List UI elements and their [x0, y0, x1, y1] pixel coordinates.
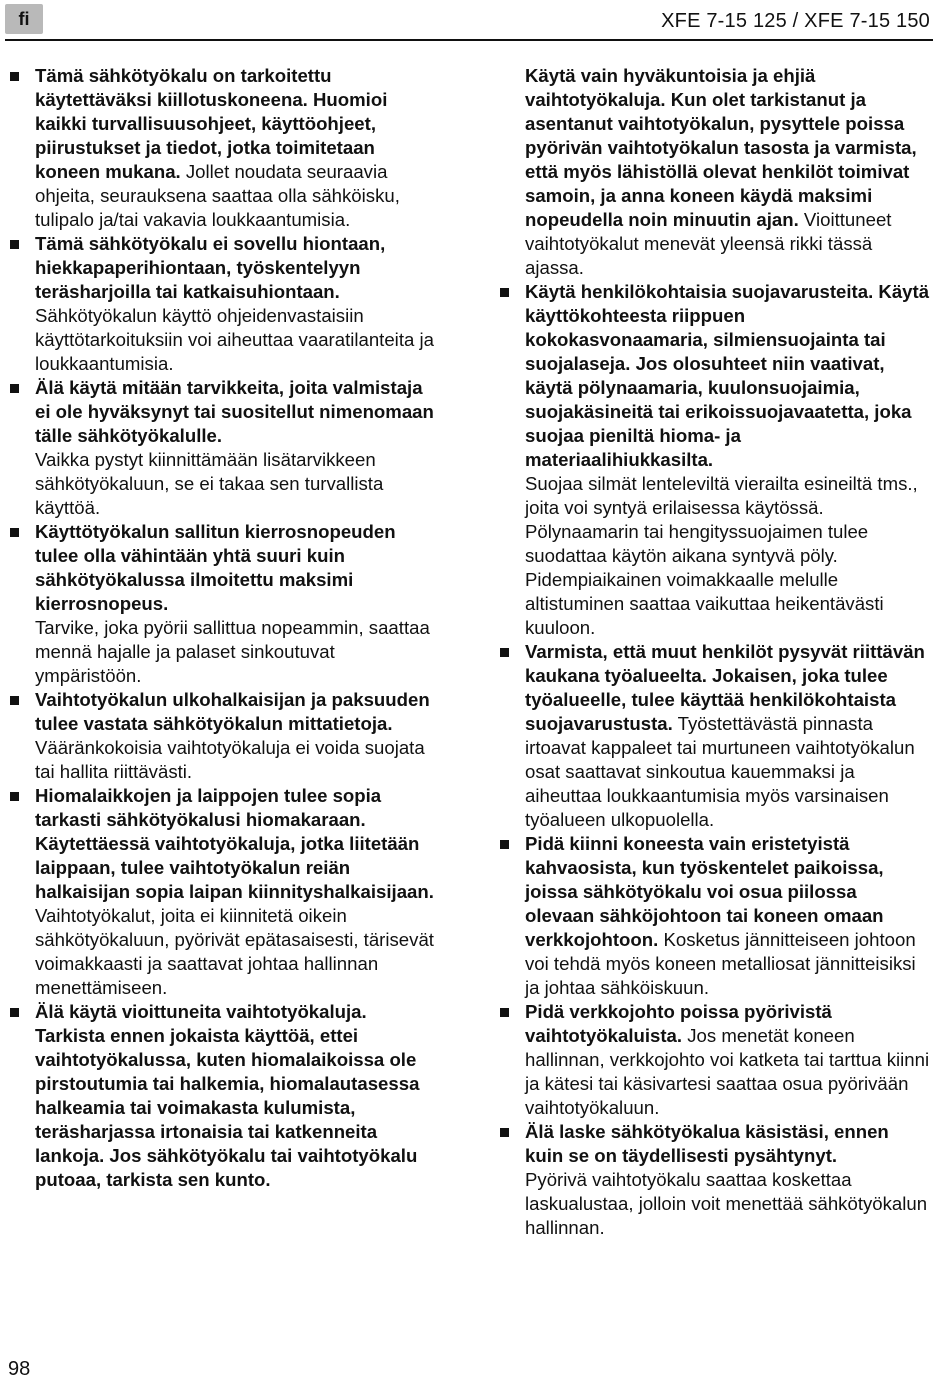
bullet-square-icon	[10, 528, 19, 537]
safety-item-bold: Älä käytä vioittuneita vaihtotyökaluja. Tarkista ennen jokaista käyttöä, ettei vaihtotyökalussa, kuten hiomalaikoissa ole pirstoutumia tai halkemia, hiomalautasessa halkeamia tai voimakasta kulumista, teräsharjassa irtonaisia tai katkenneita lankoja. Jos sähkötyökalu tai vaihtotyökalu putoaa, tarkista sen kunto.	[35, 1001, 420, 1190]
header-divider	[5, 39, 933, 41]
safety-item	[8, 688, 440, 784]
bullet-square-icon	[10, 696, 19, 705]
safety-item-bold: Vaihtotyökalun ulkohalkaisijan ja paksuuden tulee vastata sähkötyökalun mittatietoja.	[35, 689, 430, 734]
bullet-square-icon	[500, 648, 509, 657]
document-title: XFE 7-15 125 / XFE 7-15 150	[661, 10, 930, 32]
safety-item	[498, 1120, 930, 1240]
safety-item-bold: Älä käytä mitään tarvikkeita, joita valmistaja ei ole hyväksynyt tai suositellut nimenomaan tälle sähkötyökalulle.	[35, 377, 434, 446]
safety-item-bold: Hiomalaikkojen ja laippojen tulee sopia tarkasti sähkötyökalusi hiomakaraan. Käytettäessä vaihtotyökaluja, jotka liitetään laippaan, tulee vaihtotyökalun reiän halkaisijan sopia laipan kiinnityshalkaisijaan.	[35, 785, 434, 902]
left-column	[8, 64, 440, 1192]
safety-item-text: Jollet noudata seuraavia ohjeita, seurauksena saattaa olla sähköisku, tulipalo ja/tai vakavia loukkaantumisia.	[35, 161, 400, 230]
safety-item-bold: Käytä henkilökohtaisia suojavarusteita. Käytä käyttökohteesta riippuen kokokasvonaamaria, silmiensuojainta tai suojalaseja. Jos olosuhteet niin vaativat, käytä pölynaamaria, kuulonsuojaimia, suojakäsineitä tai erikoissuojavaatetta, joka suojaa pieniltä hioma- ja materiaalihiukkasilta.	[525, 281, 930, 470]
safety-item-text: Tarvike, joka pyörii sallittua nopeammin, saattaa mennä hajalle ja palaset sinkoutuvat ympäristöön.	[35, 617, 430, 686]
safety-item-continued	[498, 64, 930, 280]
safety-item	[498, 280, 930, 640]
safety-item-bold: Tämä sähkötyökalu on tarkoitettu käytettäväksi kiillotuskoneena. Huomioi kaikki turvallisuusohjeet, käyttöohjeet, piirustukset ja tiedot, jotka toimitetaan koneen mukana.	[35, 65, 388, 182]
right-column	[498, 64, 930, 1240]
safety-item-bold: Älä laske sähkötyökalua käsistäsi, ennen kuin se on täydellisesti pysähtynyt.	[525, 1121, 889, 1166]
safety-item	[498, 1000, 930, 1120]
safety-item-text: Vioittuneet vaihtotyökalut menevät yleensä rikki tässä ajassa.	[525, 209, 892, 278]
bullet-square-icon	[500, 1008, 509, 1017]
bullet-square-icon	[10, 792, 19, 801]
safety-item-bold: Käytä vain hyväkuntoisia ja ehjiä vaihtotyökaluja. Kun olet tarkistanut ja asentanut vaihtotyökalun, pysyttele poissa pyörivän vaihtotyökalun tasosta ja varmista, että myös lähistöllä olevat henkilöt toimivat samoin, ja anna koneen käydä maksimi nopeudella noin minuutin ajan.	[525, 65, 917, 230]
bullet-square-icon	[500, 1128, 509, 1137]
bullet-square-icon	[10, 72, 19, 81]
safety-item-bold: Pidä verkkojohto poissa pyörivistä vaihtotyökaluista.	[525, 1001, 832, 1046]
safety-item	[8, 520, 440, 688]
bullet-square-icon	[500, 840, 509, 849]
safety-item	[8, 232, 440, 376]
safety-item	[498, 640, 930, 832]
safety-item-text: Vaikka pystyt kiinnittämään lisätarvikkeen sähkötyökaluun, se ei takaa sen turvallista käyttöä.	[35, 449, 384, 518]
safety-item-text: Sähkötyökalun käyttö ohjeidenvastaisiin käyttötarkoituksiin voi aiheuttaa vaaratilanteita ja loukkaantumisia.	[35, 305, 434, 374]
bullet-square-icon	[500, 288, 509, 297]
language-badge: fi	[5, 4, 43, 34]
safety-item	[8, 64, 440, 232]
safety-item-text: Jos menetät koneen hallinnan, verkkojohto voi katketa tai tarttua kiinni ja kätesi tai käsivartesi saattaa osua pyörivään vaihtotyökaluun.	[525, 1025, 930, 1118]
safety-item	[8, 1000, 440, 1192]
safety-item	[8, 784, 440, 1000]
safety-item-text: Suojaa silmät lenteleviltä vierailta esineiltä tms., joita voi syntyä erilaisessa käytössä. Pölynaamarin tai hengityssuojaimen tulee suodattaa käytön aikana syntyvä pöly. Pidempiaikainen voimakkaalle melulle altistuminen saattaa vaikuttaa heikentävästi kuuloon.	[525, 473, 918, 638]
safety-item-text: Työstettävästä pinnasta irtoavat kappaleet tai murtuneen vaihtotyökalun osat saattavat sinkoutua kauemmaksi ja aiheuttaa loukkaantumisia myös varsinaisen työalueen ulkopuolella.	[525, 713, 915, 830]
safety-item-bold: Käyttötyökalun sallitun kierrosnopeuden tulee olla vähintään yhtä suuri kuin sähkötyökalussa ilmoitettu maksimi kierrosnopeus.	[35, 521, 396, 614]
safety-item	[498, 832, 930, 1000]
safety-item-text: Pyörivä vaihtotyökalu saattaa koskettaa laskualustaa, jolloin voit menettää sähkötyökalun hallinnan.	[525, 1169, 928, 1238]
safety-item-text: Kosketus jännitteiseen johtoon voi tehdä myös koneen metalliosat jännitteisiksi ja johtaa sähköiskuun.	[525, 929, 916, 998]
safety-item-bold: Pidä kiinni koneesta vain eristetyistä kahvaosista, kun työskentelet paikoissa, joissa sähkötyökalu voi osua piilossa olevaan sähköjohtoon tai koneen omaan verkkojohtoon.	[525, 833, 884, 950]
bullet-square-icon	[10, 384, 19, 393]
safety-item-bold: Varmista, että muut henkilöt pysyvät riittävän kaukana työalueelta. Jokaisen, joka tulee työalueelle, tulee käyttää henkilökohtaista suojavarustusta.	[525, 641, 925, 734]
bullet-square-icon	[10, 1008, 19, 1017]
safety-item-bold: Tämä sähkötyökalu ei sovellu hiontaan, hiekkapaperihiontaan, työskentelyyn teräsharjoilla tai katkaisuhiontaan.	[35, 233, 386, 302]
safety-item-text: Vääränkokoisia vaihtotyökaluja ei voida suojata tai hallita riittävästi.	[35, 737, 425, 782]
safety-item	[8, 376, 440, 520]
bullet-square-icon	[10, 240, 19, 249]
page-number: 98	[8, 1358, 31, 1380]
safety-item-text: Vaihtotyökalut, joita ei kiinnitetä oikein sähkötyökaluun, pyörivät epätasaisesti, tärisevät voimakkaasti ja saattavat johtaa hallinnan menettämiseen.	[35, 905, 434, 998]
